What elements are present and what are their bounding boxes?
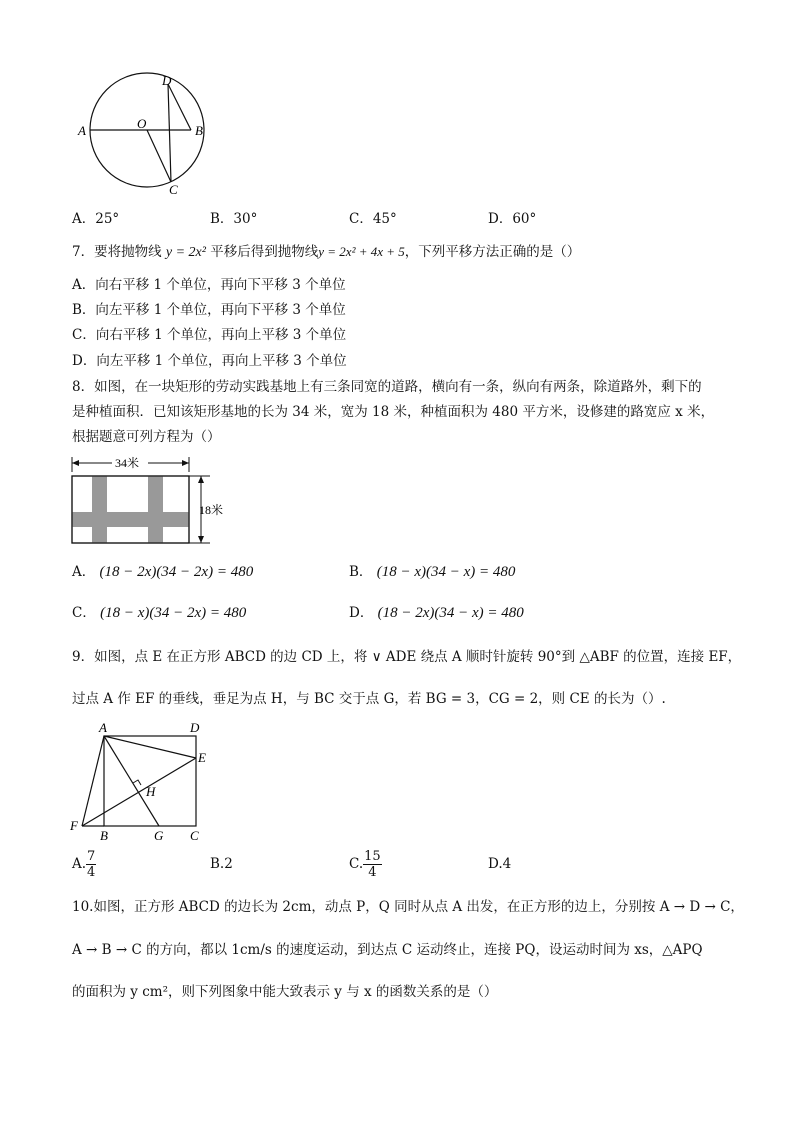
label-o: O xyxy=(137,116,147,131)
label-a: A xyxy=(78,123,86,138)
q7-option-c: C．向右平移 1 个单位，再向上平移 3 个单位 xyxy=(72,327,347,343)
q6-option-d: D．60° xyxy=(488,211,537,227)
label-d: D xyxy=(162,73,172,88)
circle-figure xyxy=(70,70,220,200)
q9-option-b: B.2 xyxy=(210,856,233,872)
label-c: C xyxy=(190,828,199,843)
field-length-label: 34米 xyxy=(115,456,140,470)
q9-option-d: D.4 xyxy=(488,856,512,872)
q7-stem: 7．要将抛物线 y = 2x² 平移后得到抛物线y = 2x² + 4x + 5，下列平移方法正确的是（） xyxy=(72,244,581,260)
q6-option-c: C．45° xyxy=(349,211,397,227)
q6-option-b: B．30° xyxy=(210,211,258,227)
field-width-label: 18米 xyxy=(199,503,224,517)
field-figure xyxy=(68,452,238,548)
q6-option-a: A．25° xyxy=(72,211,120,227)
q9-line1: 9．如图，点 E 在正方形 ABCD 的边 CD 上，将 ∨ ADE 绕点 A 顺时针旋转 90°到 △ABF 的位置，连接 EF， xyxy=(72,649,742,665)
q9-option-a: A. $\frac{7}{4}$ xyxy=(72,849,96,880)
q10-line1: 10.如图，正方形 ABCD 的边长为 2cm，动点 P，Q 同时从点 A 出发，在正方形的边上，分别按 A → D → C， xyxy=(72,899,744,915)
q8-line1: 8．如图，在一块矩形的劳动实践基地上有三条同宽的道路，横向有一条，纵向有两条，除道路外，剩下的 xyxy=(72,379,702,395)
square-figure xyxy=(66,718,216,844)
q8-line2: 是种植面积．已知该矩形基地的长为 34 米，宽为 18 米，种植面积为 480 平方米，设修建的路宽应 x 米， xyxy=(72,404,715,420)
q8-option-c: C． (18 − x)(34 − 2x) = 480 xyxy=(72,605,247,621)
q8-option-a: A． (18 − 2x)(34 − 2x) = 480 xyxy=(72,564,254,580)
label-b: B xyxy=(100,828,108,843)
q7-eq2: y = 2x² + 4x + 5 xyxy=(318,244,405,259)
q9-option-c: C. $\frac{15}{4}$ xyxy=(349,849,381,880)
label-f: F xyxy=(70,818,78,833)
q7-eq1: y = 2x² xyxy=(165,245,206,260)
label-a: A xyxy=(99,720,107,735)
q7-option-a: A．向右平移 1 个单位，再向下平移 3 个单位 xyxy=(72,277,346,293)
label-e: E xyxy=(198,750,206,765)
q8-option-d: D． (18 − 2x)(34 − x) = 480 xyxy=(349,605,524,621)
q7-option-d: D．向左平移 1 个单位，再向上平移 3 个单位 xyxy=(72,353,347,369)
label-b: B xyxy=(195,123,203,138)
q8-option-b: B． (18 − x)(34 − x) = 480 xyxy=(349,564,516,580)
label-c: C xyxy=(169,182,178,197)
label-d: D xyxy=(190,720,200,735)
label-h: H xyxy=(146,784,156,799)
q10-line3: 的面积为 y cm²，则下列图象中能大致表示 y 与 x 的函数关系的是（） xyxy=(72,984,498,1000)
q7-option-b: B．向左平移 1 个单位，再向下平移 3 个单位 xyxy=(72,302,346,318)
q8-line3: 根据题意可列方程为（） xyxy=(72,429,221,445)
label-g: G xyxy=(154,828,164,843)
q9-line2: 过点 A 作 EF 的垂线，垂足为点 H，与 BC 交于点 G，若 BG = 3，CG = 2，则 CE 的长为（）. xyxy=(72,691,666,707)
q10-line2: A → B → C 的方向，都以 1cm/s 的速度运动，到达点 C 运动终止，连接 PQ，设运动时间为 xs，△APQ xyxy=(72,942,703,958)
